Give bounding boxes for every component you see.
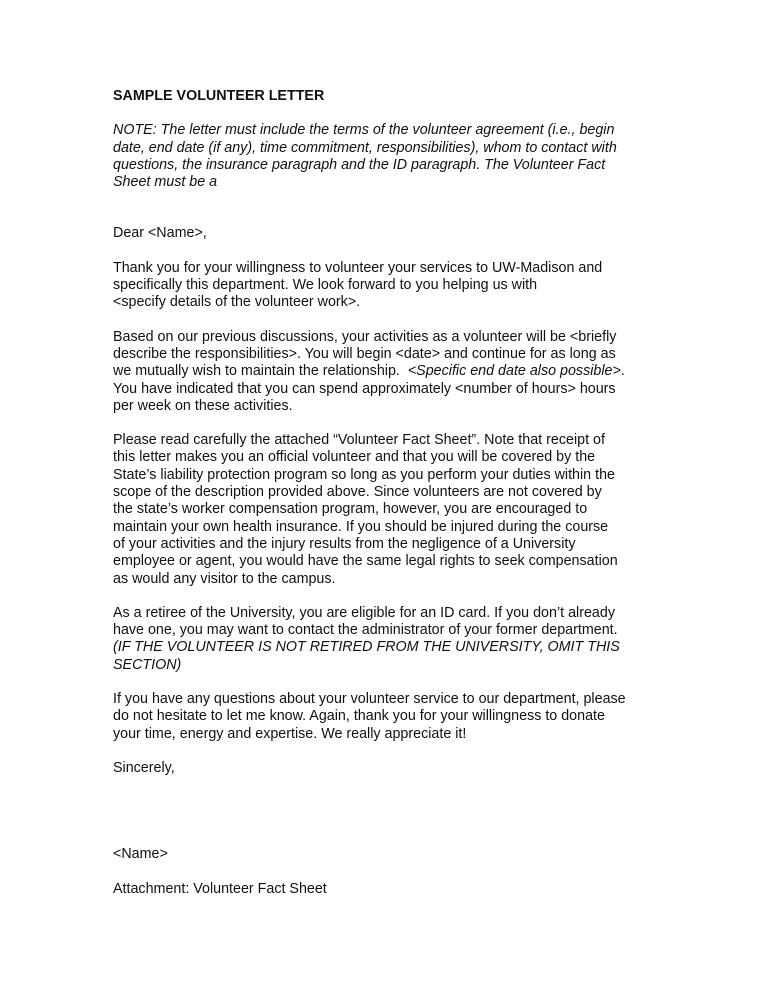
letter-page	[113, 88, 658, 915]
paragraph-line: As a retiree of the University, you are eligible for an ID card. If you don’t already	[113, 604, 615, 621]
paragraph-activities	[113, 329, 658, 415]
italic-instruction-line: SECTION)	[113, 656, 182, 673]
attachment-line: Attachment: Volunteer Fact Sheet	[113, 880, 327, 897]
paragraph-line: per week on these activities.	[113, 397, 293, 414]
note-line: Sheet must be a	[113, 174, 218, 191]
signature-space	[113, 794, 658, 846]
paragraph-line	[113, 363, 658, 380]
note-line: NOTE: The letter must include the terms of the volunteer agreement (i.e., begin	[113, 122, 615, 139]
text-segment: .	[620, 363, 625, 380]
paragraph-line: have one, you may want to contact the administrator of your former department.	[113, 622, 618, 639]
paragraph-line: do not hesitate to let me know. Again, thank you for your willingness to donate	[113, 708, 605, 725]
paragraph-line: Please read carefully the attached “Volunteer Fact Sheet”. Note that receipt of	[113, 432, 605, 449]
signature-name: <Name>	[113, 846, 168, 863]
paragraph-line: Thank you for your willingness to volunteer your services to UW-Madison and	[113, 259, 603, 276]
paragraph-questions	[113, 691, 658, 743]
paragraph-line: scope of the description provided above. Since volunteers are not covered by	[113, 484, 602, 501]
paragraph-line: specifically this department. We look forward to you helping us with	[113, 277, 538, 294]
paragraph-id-card	[113, 605, 658, 674]
closing: Sincerely,	[113, 759, 175, 776]
text-segment: we mutually wish to maintain the relationship.	[113, 363, 408, 380]
paragraph-line: of your activities and the injury results from the negligence of a University	[113, 535, 576, 552]
salutation: Dear <Name>,	[113, 225, 207, 242]
paragraph-thanks	[113, 260, 658, 312]
paragraph-line: You have indicated that you can spend approximately <number of hours> hours	[113, 380, 616, 397]
paragraph-line: maintain your own health insurance. If you should be injured during the course	[113, 518, 609, 535]
paragraph-line: your time, energy and expertise. We really appreciate it!	[113, 725, 467, 742]
paragraph-line: If you have any questions about your volunteer service to our department, please	[113, 691, 626, 708]
paragraph-line: describe the responsibilities>. You will begin <date> and continue for as long as	[113, 345, 616, 362]
paragraph-line: this letter makes you an official volunteer and that you will be covered by the	[113, 449, 596, 466]
letter-title: SAMPLE VOLUNTEER LETTER	[113, 88, 325, 104]
note-line: date, end date (if any), time commitment, responsibilities), whom to contact with	[113, 139, 617, 156]
paragraph-line: as would any visitor to the campus.	[113, 570, 336, 587]
paragraph-line: State’s liability protection program so long as you perform your duties within the	[113, 466, 615, 483]
paragraph-line: <specify details of the volunteer work>.	[113, 294, 361, 311]
italic-instruction-line: (IF THE VOLUNTEER IS NOT RETIRED FROM THE UNIVERSITY, OMIT THIS	[113, 639, 620, 656]
paragraph-line: Based on our previous discussions, your activities as a volunteer will be <briefly	[113, 328, 617, 345]
note-line: questions, the insurance paragraph and the ID paragraph. The Volunteer Fact	[113, 156, 606, 173]
instruction-note	[113, 122, 658, 191]
paragraph-insurance	[113, 432, 658, 588]
italic-segment: <Specific end date also possible>	[407, 363, 621, 380]
paragraph-line: employee or agent, you would have the same legal rights to seek compensation	[113, 553, 618, 570]
paragraph-line: the state’s worker compensation program, however, you are encouraged to	[113, 501, 588, 518]
